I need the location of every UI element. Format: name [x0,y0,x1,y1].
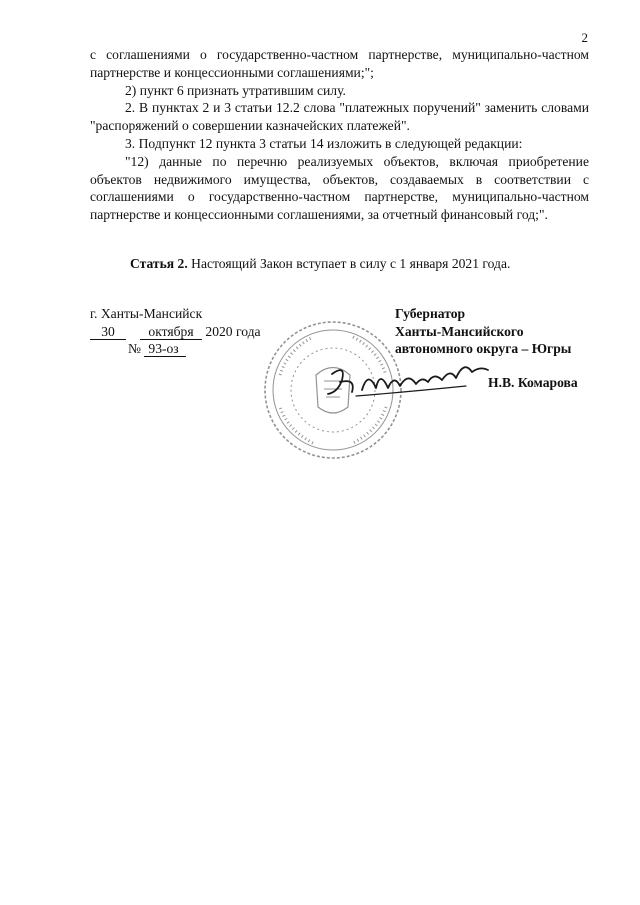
article-label: Статья 2. [130,256,188,271]
governor-title-line1: Губернатор [395,306,466,321]
paragraph-continuation: с соглашениями о государственно-частном партнерстве, муниципально-частном партнерстве и концессионными соглашениями;"; [90,47,589,80]
governor-title-line2: Ханты-Мансийского [395,323,524,339]
law-number-value: 93-оз [144,341,186,357]
signing-details [90,305,261,358]
paragraph-new-wording: "12) данные по перечню реализуемых объектов, включая приобретение объектов недвижимого имущества, объектов, создаваемых в соответствии с соглашениями о государственно-частном партнерстве, муниципально-частном партнерстве и концессионными соглашениями, за отчетный финансовый год;". [90,153,589,223]
signing-place: г. Ханты-Мансийск [90,306,203,321]
document-body [90,46,589,224]
law-number [90,340,261,358]
governor-title-line3: автономного округа – Югры [395,341,572,356]
signature-mark [316,352,506,412]
article-2 [130,256,510,272]
governor-name: Н.В. Комарова [488,375,578,390]
article-text: Настоящий Закон вступает в силу с 1 января 2021 года. [187,256,511,271]
signing-day: 30 [90,324,126,340]
signing-year: 2020 года [205,323,261,339]
signing-month: октября [140,324,202,340]
paragraph-amendment-2: 2. В пунктах 2 и 3 статьи 12.2 слова "платежных поручений" заменить словами "распоряжений о совершении казначейских платежей". [90,100,589,134]
law-number-prefix: № [128,341,141,356]
page-number: 2 [581,30,588,45]
governor-title [395,305,571,358]
paragraph-amendment-3: 3. Подпункт 12 пункта 3 статьи 14 изложить в следующей редакции: [125,135,523,151]
paragraph-item-2: 2) пункт 6 признать утратившим силу. [125,82,346,98]
signing-date [90,323,261,341]
